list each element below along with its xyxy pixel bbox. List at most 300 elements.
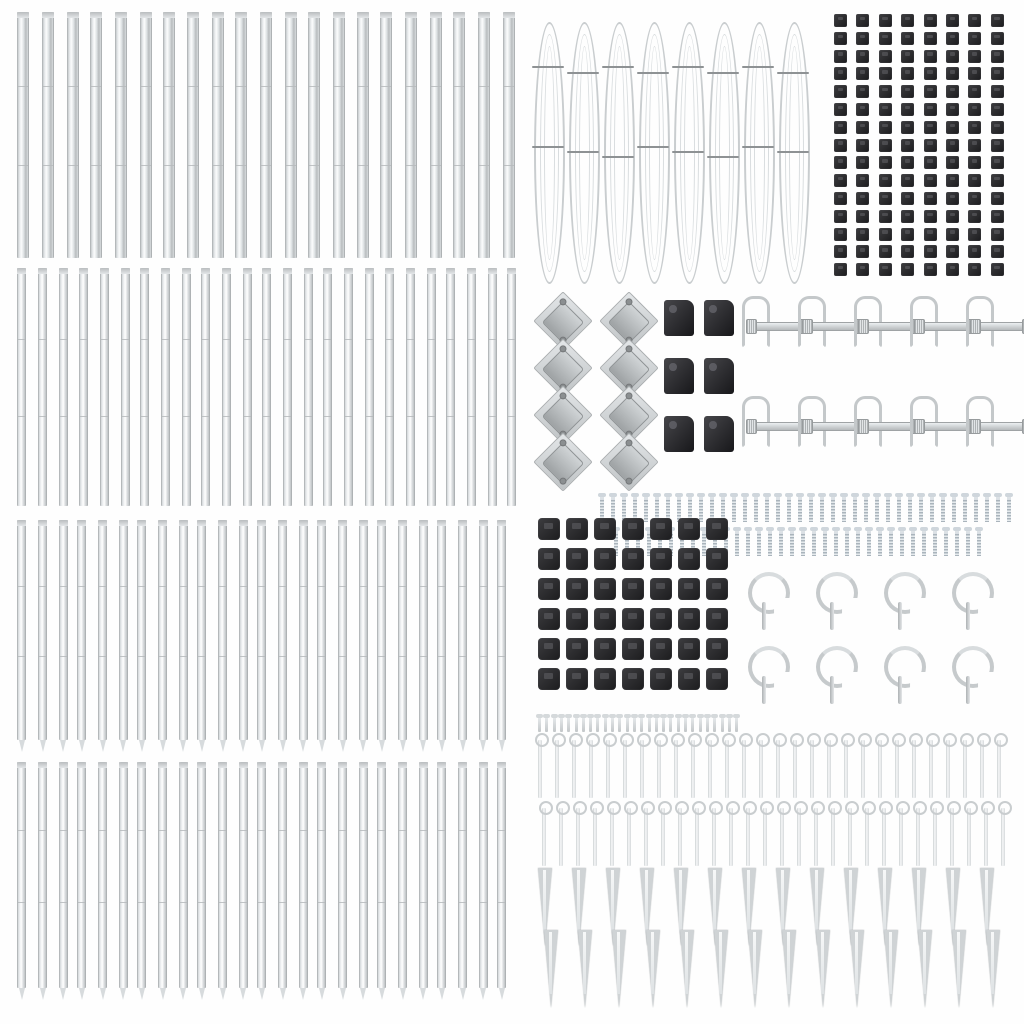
ground-stake: [627, 808, 631, 866]
ground-stake: [984, 808, 988, 866]
image-description: [0, 0, 1, 1]
post-cap: [308, 12, 320, 18]
wire-clip: [968, 192, 981, 205]
post-seam: [39, 586, 46, 587]
post: [17, 762, 26, 988]
u-bolt-knurl: [746, 319, 757, 334]
post-cap: [197, 762, 206, 768]
screw-head: [862, 493, 870, 497]
stake-eyelet: [909, 733, 923, 747]
post-seam: [240, 902, 247, 903]
post-tip: [220, 988, 226, 1000]
screw: [974, 496, 978, 522]
wire-clip: [901, 192, 914, 205]
post-cap: [77, 520, 86, 526]
wire-coil-inner: [649, 46, 660, 260]
ground-spike: [578, 930, 592, 1010]
stake-eyelet: [552, 733, 566, 747]
screw: [801, 530, 805, 556]
screw: [886, 496, 890, 522]
post-seam: [198, 656, 205, 657]
post-cap-plastic: [566, 638, 588, 660]
screw-thread: [944, 534, 948, 556]
post-tip: [120, 988, 126, 1000]
post: [453, 12, 465, 258]
post: [161, 268, 170, 506]
wire-clip: [924, 32, 937, 45]
stake-eyelet: [998, 801, 1012, 815]
screw-thread: [963, 500, 967, 522]
ground-stake: [997, 740, 1001, 798]
u-bolt-rod: [976, 322, 1024, 331]
post-tip: [400, 740, 406, 752]
post-cap-plastic: [650, 608, 672, 630]
stake-eyelet: [620, 733, 634, 747]
post-cap: [479, 520, 488, 526]
nail-head: [609, 714, 616, 718]
post-cap-plastic: [678, 518, 700, 540]
wire-coil-inner: [754, 46, 765, 260]
post-tip: [180, 988, 186, 1000]
post-cap-plastic: [678, 638, 700, 660]
u-bolt-knurl: [914, 419, 925, 434]
u-bolt-pins-label: [742, 290, 743, 291]
wire-clip: [856, 263, 869, 276]
post-seam: [60, 586, 67, 587]
post: [197, 762, 206, 988]
nail-head: [602, 714, 609, 718]
screw-thread: [820, 500, 824, 522]
screw-thread: [757, 534, 761, 556]
post-tip: [100, 988, 106, 1000]
post-cap-plastic: [622, 608, 644, 630]
long-ground-stakes-label: [538, 730, 539, 731]
image-title: [0, 0, 1, 1]
post-tip: [259, 740, 265, 752]
post-seam: [360, 830, 367, 831]
u-bolt-rod: [976, 422, 1024, 431]
stake-eyelet: [943, 733, 957, 747]
post-seam: [18, 586, 25, 587]
post-cap: [377, 762, 386, 768]
post-cap: [59, 762, 68, 768]
screw-head: [917, 493, 925, 497]
post-seam: [339, 902, 346, 903]
spike-sheen: [543, 870, 546, 932]
post-seam: [334, 86, 344, 87]
u-bolt-pins: [742, 290, 1018, 480]
screw-thread: [908, 500, 912, 522]
wire-clip: [856, 245, 869, 258]
post-seam: [406, 165, 416, 166]
post-seam: [318, 656, 325, 657]
screw-thread: [933, 534, 937, 556]
wire-coils: [534, 14, 824, 282]
post-seam: [258, 830, 265, 831]
post-tip: [340, 740, 346, 752]
post-tip: [139, 988, 145, 1000]
post-seam: [141, 339, 148, 340]
post-seam: [438, 586, 445, 587]
stake-eyelet: [790, 733, 804, 747]
ground-stake: [776, 740, 780, 798]
screw-thread: [974, 500, 978, 522]
post-seam: [286, 86, 296, 87]
nail-head: [536, 714, 543, 718]
post-seam: [399, 656, 406, 657]
screw-head: [799, 527, 807, 531]
post-cap: [380, 12, 392, 18]
post-tip: [240, 740, 246, 752]
stake-eyelet: [675, 801, 689, 815]
wire-clip: [968, 139, 981, 152]
post: [497, 762, 506, 988]
post-seam: [459, 902, 466, 903]
screw-head: [884, 493, 892, 497]
wire-clip: [856, 210, 869, 223]
stake-eyelet: [981, 801, 995, 815]
spike-sheen: [787, 932, 790, 994]
j-hooks: [748, 572, 1016, 712]
post: [17, 268, 26, 506]
ground-stake: [593, 808, 597, 866]
screw-head: [719, 493, 727, 497]
post-seam: [101, 416, 108, 417]
post-seam: [300, 830, 307, 831]
post-seam: [39, 416, 46, 417]
screw-thread: [790, 534, 794, 556]
wire-clip: [901, 263, 914, 276]
j-hook: [884, 646, 926, 708]
wedge-block: [704, 358, 734, 394]
plate-brackets-label: [536, 296, 537, 297]
post-cap: [179, 520, 188, 526]
post-cap: [17, 268, 26, 274]
wire-clip: [991, 245, 1004, 258]
post-cap-plastic: [650, 518, 672, 540]
screw-head: [851, 493, 859, 497]
post-seam: [138, 902, 145, 903]
screw: [820, 496, 824, 522]
post-tip: [240, 988, 246, 1000]
stake-eyelet: [841, 733, 855, 747]
post: [119, 762, 128, 988]
post: [357, 12, 369, 258]
post-seam: [309, 165, 319, 166]
stake-eyelet: [760, 801, 774, 815]
wire-clip: [924, 50, 937, 63]
post-cap-plastic: [650, 578, 672, 600]
post: [179, 520, 188, 740]
wire-clip: [879, 228, 892, 241]
wire-coil: [674, 22, 705, 284]
post-cap: [17, 762, 26, 768]
post-seam: [202, 339, 209, 340]
post: [218, 762, 227, 988]
post-seam: [498, 656, 505, 657]
post: [140, 12, 152, 258]
screw: [809, 496, 813, 522]
post-seam: [366, 339, 373, 340]
post-tip: [460, 988, 466, 1000]
post-tip: [280, 988, 286, 1000]
post-tip: [379, 740, 385, 752]
wedge-block: [664, 358, 694, 394]
post: [239, 520, 248, 740]
post-seam: [378, 830, 385, 831]
ground-stake: [1001, 808, 1005, 866]
spike-sheen: [923, 932, 926, 994]
ground-stake: [950, 808, 954, 866]
nail-head: [704, 714, 711, 718]
post-cap: [38, 268, 47, 274]
post-cap-plastic: [594, 668, 616, 690]
post: [260, 12, 272, 258]
screw: [768, 530, 772, 556]
wire-clip: [968, 14, 981, 27]
wire-clip: [946, 85, 959, 98]
wire-clip: [946, 121, 959, 134]
post: [344, 268, 353, 506]
long-posts-row-2: [18, 268, 530, 508]
post-seam: [324, 416, 331, 417]
post-cap-plastic: [538, 668, 560, 690]
wire-tie: [742, 66, 774, 68]
post-seam: [18, 86, 28, 87]
post-seam: [183, 416, 190, 417]
screw-thread: [842, 500, 846, 522]
wire-tie: [567, 151, 599, 153]
stake-eyelet: [824, 733, 838, 747]
wire-clip: [901, 139, 914, 152]
post-seam: [78, 830, 85, 831]
post-seam: [183, 339, 190, 340]
stake-eyelet: [641, 801, 655, 815]
post-seam: [318, 830, 325, 831]
post-cap: [79, 268, 88, 274]
u-bolt-knurl: [858, 319, 869, 334]
stake-eyelet: [743, 801, 757, 815]
wire-tie: [777, 151, 809, 153]
post: [385, 268, 394, 506]
post: [90, 12, 102, 258]
post-cap-plastic: [538, 638, 560, 660]
post-cap: [359, 762, 368, 768]
j-hook: [748, 572, 790, 634]
wire-tie: [672, 66, 704, 68]
post-seam: [504, 86, 514, 87]
post: [235, 12, 247, 258]
wire-clip: [991, 85, 1004, 98]
spike-sheen: [917, 870, 920, 932]
screw-thread: [754, 500, 758, 522]
post-cap: [218, 520, 227, 526]
ground-stake: [810, 740, 814, 798]
post-seam: [159, 586, 166, 587]
post-seam: [454, 86, 464, 87]
j-hook-ring: [952, 572, 994, 614]
post-cap: [405, 12, 417, 18]
stake-eyelet: [569, 733, 583, 747]
wire-clip: [834, 32, 847, 45]
ground-stake: [746, 808, 750, 866]
post-seam: [284, 339, 291, 340]
screw: [812, 530, 816, 556]
ground-stake: [538, 740, 542, 798]
post-tip: [79, 988, 85, 1000]
post-cap: [140, 12, 152, 18]
screw-head: [708, 493, 716, 497]
stake-eyelet: [590, 801, 604, 815]
post-tip: [79, 740, 85, 752]
post-seam: [454, 165, 464, 166]
ground-stake: [661, 808, 665, 866]
screw-head: [942, 527, 950, 531]
stake-eyelet: [539, 801, 553, 815]
post: [17, 520, 26, 740]
screw: [941, 496, 945, 522]
screw-head: [865, 527, 873, 531]
screw-thread: [977, 534, 981, 556]
j-hook-stem: [830, 602, 834, 630]
ground-spike: [646, 930, 660, 1010]
post: [218, 520, 227, 740]
wire-clip: [968, 103, 981, 116]
post: [419, 520, 428, 740]
post: [201, 268, 210, 506]
post: [67, 12, 79, 258]
post-cap: [478, 12, 490, 18]
post-cap-plastic: [594, 608, 616, 630]
post-cap: [467, 268, 476, 274]
j-hook: [952, 572, 994, 634]
wire-clip: [901, 103, 914, 116]
j-hook-stem: [898, 602, 902, 630]
post: [182, 268, 191, 506]
post-seam: [236, 165, 246, 166]
post-seam: [43, 86, 53, 87]
post-seam: [80, 416, 87, 417]
spike-sheen: [577, 870, 580, 932]
post-cap: [338, 762, 347, 768]
post: [257, 520, 266, 740]
post-cap: [158, 762, 167, 768]
post: [377, 520, 386, 740]
post-seam: [18, 656, 25, 657]
post: [304, 268, 313, 506]
wire-clip: [856, 103, 869, 116]
ground-stake: [542, 808, 546, 866]
post-tip: [420, 988, 426, 1000]
post-cap: [503, 12, 515, 18]
post-seam: [508, 416, 515, 417]
ground-stake: [708, 740, 712, 798]
post-cap: [218, 762, 227, 768]
post-cap-plastic: [594, 548, 616, 570]
post-seam: [120, 586, 127, 587]
j-hook: [816, 572, 858, 634]
spike-sheen: [855, 932, 858, 994]
wire-clip: [924, 67, 937, 80]
screw: [845, 530, 849, 556]
screw: [1007, 496, 1011, 522]
nail-head: [616, 714, 623, 718]
post-seam: [508, 339, 515, 340]
screw-thread: [768, 534, 772, 556]
spike-sheen: [753, 932, 756, 994]
wire-clip: [968, 85, 981, 98]
wire-clip: [946, 210, 959, 223]
post: [262, 268, 271, 506]
screw-head: [840, 493, 848, 497]
screw-head: [887, 527, 895, 531]
wire-coil: [569, 22, 600, 284]
screw: [963, 496, 967, 522]
post: [121, 268, 130, 506]
post-cap: [38, 762, 47, 768]
screw: [790, 530, 794, 556]
post-seam: [78, 902, 85, 903]
post-seam: [339, 830, 346, 831]
wedge-block: [664, 416, 694, 452]
post-tip: [439, 988, 445, 1000]
plate-bracket: [599, 432, 658, 491]
post-seam: [141, 416, 148, 417]
screw-head: [785, 493, 793, 497]
post-cap-plastic: [678, 578, 700, 600]
stake-eyelet: [811, 801, 825, 815]
wire-clip: [834, 50, 847, 63]
spike-sheen: [719, 932, 722, 994]
post-cap-plastic: [678, 608, 700, 630]
post-seam: [366, 416, 373, 417]
post-seam: [180, 830, 187, 831]
post-tip: [60, 988, 66, 1000]
post-cap: [222, 268, 231, 274]
ground-stake: [691, 740, 695, 798]
post-seam: [244, 339, 251, 340]
stake-eyelet: [794, 801, 808, 815]
nail-head: [733, 714, 740, 718]
wire-clip: [856, 121, 869, 134]
wire-clip: [968, 156, 981, 169]
post-cap-plastic: [566, 578, 588, 600]
post-seam: [116, 86, 126, 87]
post: [338, 520, 347, 740]
wire-coil: [604, 22, 635, 284]
post-seam: [198, 902, 205, 903]
post-seam: [120, 830, 127, 831]
post: [308, 12, 320, 258]
post: [497, 520, 506, 740]
post-seam: [489, 339, 496, 340]
post-seam: [141, 165, 151, 166]
post-cap: [385, 268, 394, 274]
post: [243, 268, 252, 506]
ground-stake: [899, 808, 903, 866]
stake-eyelet: [947, 801, 961, 815]
wire-tie: [672, 151, 704, 153]
post-seam: [219, 656, 226, 657]
post-tip: [40, 740, 46, 752]
stake-eyelet: [586, 733, 600, 747]
screw-thread: [746, 534, 750, 556]
post-seam: [180, 902, 187, 903]
stake-eyelet: [573, 801, 587, 815]
screw-thread: [845, 534, 849, 556]
ground-stake: [674, 740, 678, 798]
nail-head: [638, 714, 645, 718]
